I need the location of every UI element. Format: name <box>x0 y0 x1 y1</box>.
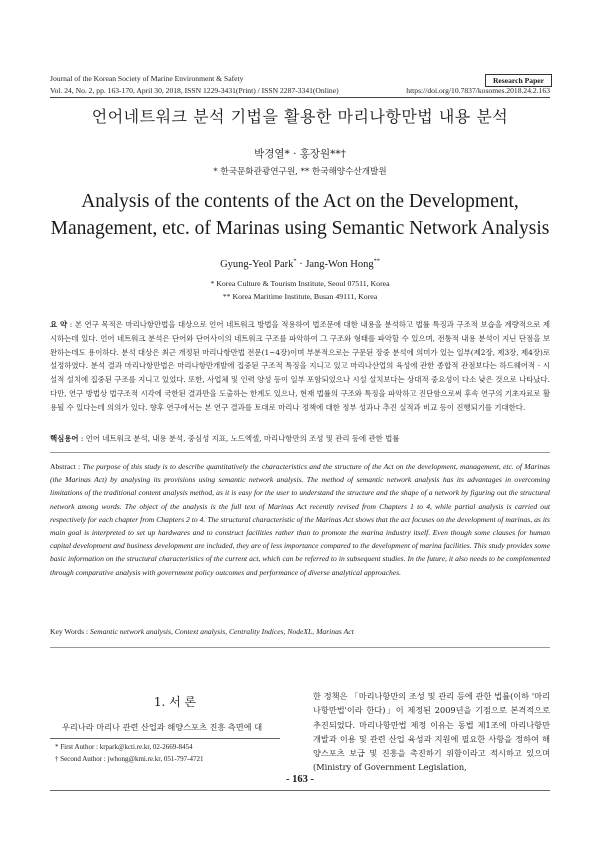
english-abstract-text: The purpose of this study is to describe quantitatively the characteristics and the structure of the Act on the development, management, etc. of Marinas (the Marinas Act) by analysing its provisions using semantic network analysis. The method of semantic network analysis has its advantages in overcoming limitations of the traditional content analysis method, as it is easy for the user to understand the structure and the shape of a network by figuring out the structural network among words. The object of the analysis is the full text of Marinas Act recently revised from Chapters 1 to 4, while partial analysis is carried out respectively for each chapter from Chapters 2 to 4. The structural characteristic of the Marinas Act shows that the act focuses on the development of marinas, as its main goal is interpreted to set up hardwares and to construct facilities rather than to promote the marina industry itself. Even though some clauses for human capital development and business development are included, they are of less importance compared to the development of marina facilities. This study provides some basic information on the structural characteristics of the current act, which can be referred to in subsequent studies. In the future, it also needs to be complemented through comparative analysis with government policy outcomes and performance of diverse analytical approaches. <box>50 462 550 577</box>
english-abstract-label: Abstract <box>50 462 76 471</box>
korean-keywords-text: 언어 네트워크 분석, 내용 분석, 중심성 지표, 노드엑셀, 마리나항만의 조성 및 관리 등에 관한 법률 <box>85 434 400 443</box>
author-1: Gyung-Yeol Park <box>220 259 294 270</box>
footnote-rule <box>50 738 280 739</box>
volume-info: Vol. 24, No. 2, pp. 163-170, April 30, 2018, ISSN 1229-3431(Print) / ISSN 2287-3341(Online) <box>50 86 339 95</box>
footnote-second-author: † Second Author : jwhong@kmi.re.kr, 051-797-4721 <box>55 755 204 763</box>
korean-keywords-label: 핵심용어 <box>50 434 79 443</box>
abstract-divider <box>50 452 550 453</box>
korean-affiliation: * 한국문화관광연구원, ** 한국해양수산개발원 <box>213 167 387 177</box>
english-authors <box>50 259 550 270</box>
body-right-column: 한 정책은 「마리나항만의 조성 및 관리 등에 관한 법률(이하 '마리나항만법'이라 한다)」이 제정된 2009년을 기점으로 본격적으로 추진되었다. 마리나항만법 제정 이유는 동법 제1조에 마리나항만 개발과 이용 및 관련 산업 육성과 지원에 필요한 사항을 정하여 해양스포츠 보급 및 진흥을 촉진하기 위함이라고 적시하고 있으며(Ministry of Government Legislation, <box>313 691 550 773</box>
author-2-mark: ** <box>373 257 380 265</box>
english-keywords: Key Words : Semantic network analysis, Context analysis, Centrality Indices, NodeXL, Marinas Act <box>50 627 354 636</box>
english-affiliation-1: * Korea Culture & Tourism Institute, Seoul 07511, Korea <box>210 279 390 288</box>
page-number: - 163 - <box>286 774 314 785</box>
header-rule <box>50 97 550 98</box>
korean-abstract: 요 약 : 본 연구 목적은 마리나항만법을 대상으로 언어 네트워크 방법을 적용하여 법조문에 대한 내용을 분석하고 법률 특징과 구조적 보습을 계량적으로 제시하는데 있다. 언어 네트워크 분석은 단어와 단어사이의 네트워크 구조를 파악하여 그 구조와 형태를 파악할 수 있으며, 전통적 내용 분석이 지닌 단점을 보완하는데도 용이하다. 분석 대상은 최근 개정된 마리나항만법 전문(1~4장)이며 부분적으로는 구문된 장중 분석에 의미가 있는 일부(제2장, 제3장, 제4장)로 설정하였다. 분석 결과 마리나항만법은 마리나항만개발에 집중된 구조적 특징을 지니고 있고 마리나산업의 육성에 관한 종합적 관점보다는 하드웨어적 · 시설적 설치에 집중된 구조를 지니고 있었다. 또한, 사업체 및 인력 양성 등이 일부 포함되었으나 시설 설치보다는 상대적 중요성이 다소 낮은 것으로 나타났다. 다만, 연구 방법상 법구조적 시각에 국한된 결과만을 도출하는 한계도 있으나, 현재 법률의 구조와 특징을 파악하고 진단함으로써 후속 연구의 기초자료로 활용될 수 있다는데 의의가 있다. 향후 연구에서는 본 연구 결과를 토대로 마리나 정책에 대한 정부 성과나 추진 실적과 비교 등이 진행되기를 기대한다. <box>50 320 550 412</box>
footnote-first-author: * First Author : krpark@kcti.re.kr, 02-2669-8454 <box>55 743 193 751</box>
body-left-column <box>50 720 302 734</box>
research-paper-badge: Research Paper <box>485 74 552 87</box>
korean-title: 언어네트워크 분석 기법을 활용한 마리나항만법 내용 분석 <box>91 107 509 126</box>
english-abstract: Abstract : The purpose of this study is to describe quantitatively the characteristics and the structure of the Act on the development, management, etc. of Marinas (the Marinas Act) by analysing its provisions using semantic network analysis. The method of semantic network analysis has its advantages in overcoming limitations of the traditional content analysis method, as it is easy for the user to understand the structure and the shape of a network by figuring out the structural network among words. The object of the analysis is the full text of Marinas Act recently revised from Chapters 1 to 4, while partial analysis is carried out respectively for each chapter from Chapters 2 to 4. The structural characteristic of the Marinas Act shows that the act focuses on the development of marinas, as its main goal is interpreted to set up hardwares and to construct facilities rather than to promote the marina industry itself. Even though some clauses for human capital development and business development are included, they are of less importance compared to the development of marina facilities. This study provides some basic information on the structural characteristics of the current act, which can be referred to in subsequent studies. In the future, it also needs to be complemented through comparative analysis with government policy outcomes and performance of diverse analytical approaches. <box>50 462 550 577</box>
footer-rule <box>50 790 550 791</box>
korean-abstract-label: 요 약 <box>50 320 68 329</box>
body-left-text: 우리나라 마리나 관련 산업과 해양스포츠 진흥 측면에 대 <box>62 722 263 732</box>
english-title: Analysis of the contents of the Act on the Development, Management, etc. of Marinas using Semantic Network Analysis <box>50 191 550 239</box>
doi-link[interactable]: https://doi.org/10.7837/kosomes.2018.24.2.163 <box>406 86 550 95</box>
journal-name: Journal of the Korean Society of Marine Environment & Safety <box>50 74 244 83</box>
english-keywords-label: Key Words <box>50 627 85 636</box>
keywords-divider <box>50 647 550 648</box>
author-1-mark: * <box>293 257 297 265</box>
author-2: Jang-Won Hong <box>305 259 374 270</box>
author-separator: · <box>296 259 306 270</box>
english-keywords-text: Semantic network analysis, Context analysis, Centrality Indices, NodeXL, Marinas Act <box>89 627 354 636</box>
korean-abstract-text: 본 연구 목적은 마리나항만법을 대상으로 언어 네트워크 방법을 적용하여 법조문에 대한 내용을 분석하고 법률 특징과 구조적 보습을 계량적으로 제시하는데 있다. 언어 네트워크 분석은 단어와 단어사이의 네트워크 구조를 파악하여 그 구조와 형태를 파악할 수 있으며, 전통적 내용 분석이 지닌 단점을 보완하는데도 용이하다. 분석 대상은 최근 개정된 마리나항만법 전문(1~4장)이며 부분적으로는 구문된 장중 분석에 의미가 있는 일부(제2장, 제3장, 제4장)로 설정하였다. 분석 결과 마리나항만법은 마리나항만개발에 집중된 구조적 특징을 지니고 있고 마리나산업의 육성에 관한 종합적 관점보다는 하드웨어적 · 시설적 설치에 집중된 구조를 지니고 있었다. 또한, 사업체 및 인력 양성 등이 일부 포함되었으나 시설 설치보다는 상대적 중요성이 다소 낮은 것으로 나타났다. 다만, 연구 방법상 법구조적 시각에 국한된 결과만을 도출하는 한계도 있으나, 현재 법률의 구조와 특징을 파악하고 진단함으로써 후속 연구의 기초자료로 활용될 수 있다는데 의의가 있다. 향후 연구에서는 본 연구 결과를 토대로 마리나 정책에 대한 정부 성과나 추진 실적과 비교 등이 진행되기를 기대한다. <box>50 320 550 412</box>
english-affiliation-2: ** Korea Maritime Institute, Busan 49111, Korea <box>222 292 378 301</box>
korean-authors: 박경열* · 홍장원**† <box>254 148 346 160</box>
section-title: 1. 서 론 <box>153 695 197 709</box>
korean-keywords: 핵심용어 : 언어 네트워크 분석, 내용 분석, 중심성 지표, 노드엑셀, 마리나항만의 조성 및 관리 등에 관한 법률 <box>50 434 400 443</box>
